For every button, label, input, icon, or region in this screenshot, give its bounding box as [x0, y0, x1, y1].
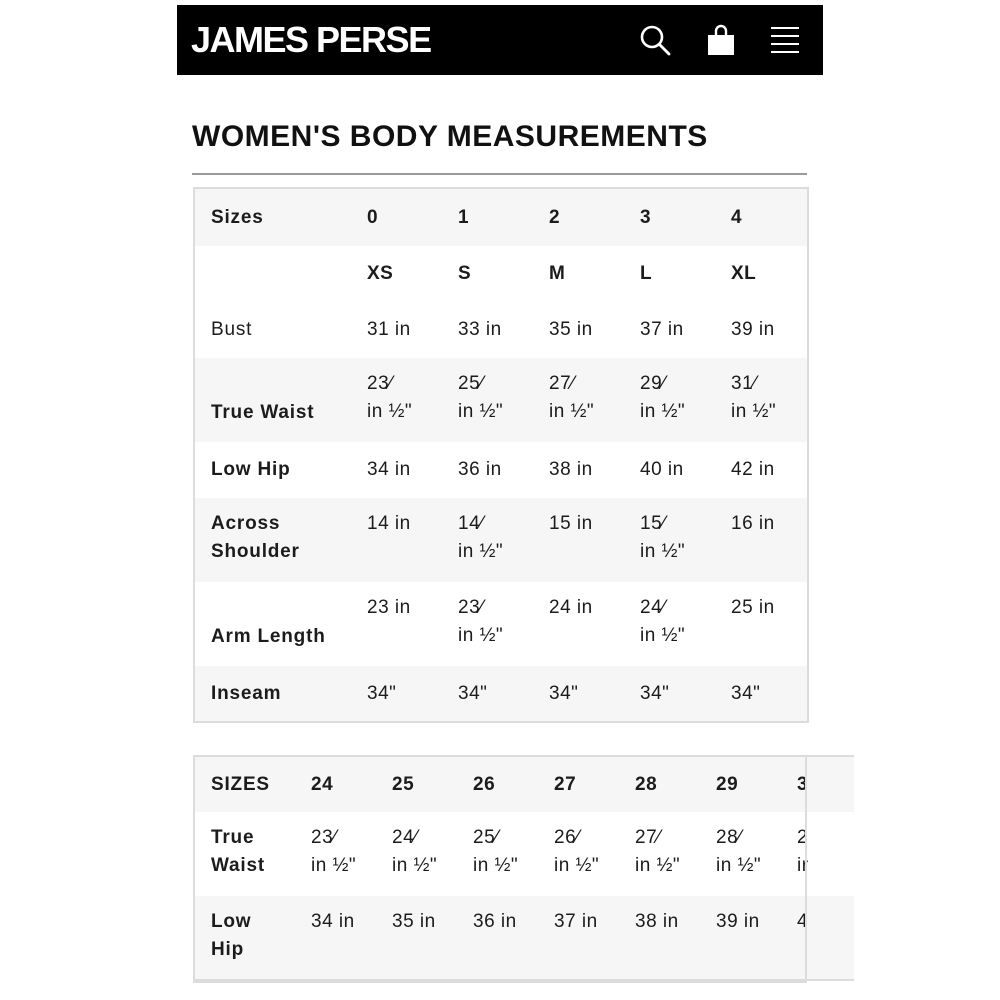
brand-logo[interactable]: JAMES PERSE [191, 19, 431, 60]
table-row [194, 812, 854, 896]
measurement-cell: 34" [731, 666, 808, 722]
size-number: 4 [731, 188, 808, 246]
measurement-cell: 26⁄ in ½" [554, 812, 635, 896]
measurement-cell: 37 in [554, 896, 635, 980]
measurement-cell: 14 in [367, 498, 458, 582]
measurement-cell: 29⁄ in ½" [640, 358, 731, 442]
measurement-cell: 4 [797, 896, 854, 980]
measurement-cell: 23⁄ in ½" [311, 812, 392, 896]
measurement-cell: 33 in [458, 302, 549, 358]
size-number: 0 [367, 188, 458, 246]
size-number: 2 [549, 188, 640, 246]
empty-label-cell [194, 246, 367, 302]
measurement-cell: 23⁄ in ½" [458, 582, 549, 666]
measurement-cell: 15⁄ in ½" [640, 498, 731, 582]
row-label: True Waist [194, 358, 367, 442]
table-row [194, 896, 854, 980]
measurement-cell: 23 in [367, 582, 458, 666]
size-number: 24 [311, 756, 392, 812]
size-letter: XL [731, 246, 808, 302]
measurement-cell: 34" [367, 666, 458, 722]
menu-icon[interactable] [768, 23, 802, 57]
measurement-cell: 37 in [640, 302, 731, 358]
size-number: 25 [392, 756, 473, 812]
size-number: 29 [716, 756, 797, 812]
measurement-cell: 23⁄ in ½" [367, 358, 458, 442]
measurement-cell: 24 in [549, 582, 640, 666]
row-label: Inseam [194, 666, 367, 722]
size-letter: M [549, 246, 640, 302]
measurement-cell: 38 in [549, 442, 640, 498]
table-row [194, 666, 808, 722]
shopping-bag-icon[interactable] [704, 23, 738, 57]
measurement-cell: 34" [549, 666, 640, 722]
measurement-cell: 42 in [731, 442, 808, 498]
measurement-cell: 39 in [731, 302, 808, 358]
measurement-cell: 34 in [367, 442, 458, 498]
row-label: Across Shoulder [194, 498, 367, 582]
size-letter: S [458, 246, 549, 302]
title-divider [192, 173, 807, 175]
measurement-cell: 31⁄ in ½" [731, 358, 808, 442]
measurement-cell: 40 in [640, 442, 731, 498]
denim-size-table-scroll[interactable] [193, 755, 807, 983]
table-header-row [194, 756, 854, 812]
measurement-cell: 36 in [473, 896, 554, 980]
measurement-cell: 24⁄ in ½" [392, 812, 473, 896]
page-title: WOMEN'S BODY MEASUREMENTS [192, 120, 708, 153]
row-label: True Waist [194, 812, 311, 896]
measurement-cell: 35 in [392, 896, 473, 980]
site-header [177, 5, 823, 75]
measurement-cell: 25⁄ in ½" [458, 358, 549, 442]
table-row [194, 358, 808, 442]
size-letter: L [640, 246, 731, 302]
size-number: 27 [554, 756, 635, 812]
measurement-cell: 2 ir [797, 812, 854, 896]
measurement-cell: 35 in [549, 302, 640, 358]
measurement-cell: 28⁄ in ½" [716, 812, 797, 896]
size-number: 1 [458, 188, 549, 246]
size-number: 3 [640, 188, 731, 246]
table-header-row [194, 188, 808, 246]
size-number: 28 [635, 756, 716, 812]
measurement-cell: 34" [458, 666, 549, 722]
measurement-cell: 31 in [367, 302, 458, 358]
size-number: 26 [473, 756, 554, 812]
row-label: Low Hip [194, 896, 311, 980]
row-label: Bust [194, 302, 367, 358]
measurement-cell: 25⁄ in ½" [473, 812, 554, 896]
column-header-sizes: Sizes [194, 188, 367, 246]
measurement-cell: 16 in [731, 498, 808, 582]
size-number: 3 [797, 756, 854, 812]
measurement-cell: 27⁄ in ½" [635, 812, 716, 896]
size-letter-row [194, 246, 808, 302]
column-header-sizes: SIZES [194, 756, 311, 812]
measurement-cell: 27⁄ in ½" [549, 358, 640, 442]
measurement-cell: 38 in [635, 896, 716, 980]
denim-size-table [193, 755, 854, 981]
table-row [194, 442, 808, 498]
table-row [194, 302, 808, 358]
size-letter: XS [367, 246, 458, 302]
measurement-cell: 24⁄ in ½" [640, 582, 731, 666]
row-label: Arm Length [194, 582, 367, 666]
measurement-cell: 34 in [311, 896, 392, 980]
table-row [194, 498, 808, 582]
measurement-cell: 14⁄ in ½" [458, 498, 549, 582]
measurement-cell: 34" [640, 666, 731, 722]
measurement-cell: 25 in [731, 582, 808, 666]
table-row [194, 582, 808, 666]
womens-size-table [193, 187, 809, 723]
measurement-cell: 36 in [458, 442, 549, 498]
search-icon[interactable] [638, 23, 672, 57]
measurement-cell: 15 in [549, 498, 640, 582]
measurement-cell: 39 in [716, 896, 797, 980]
row-label: Low Hip [194, 442, 367, 498]
